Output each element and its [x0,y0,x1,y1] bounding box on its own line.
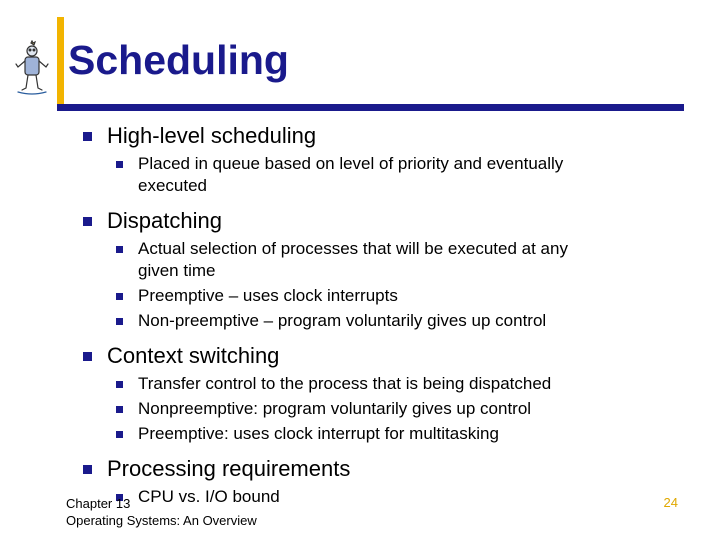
slide-body [80,121,680,508]
footer-chapter: Chapter 13 [66,496,131,511]
square-bullet-icon [116,318,123,325]
bullet-item: Actual selection of processes that will be executed at any given time [80,238,680,282]
square-bullet-icon [116,293,123,300]
bullet-item: Preemptive – uses clock interrupts [80,285,680,307]
square-bullet-icon [83,352,92,361]
section-heading: High-level scheduling [80,121,680,150]
section-heading: Processing requirements [80,454,680,483]
bullet-item: CPU vs. I/O bound [80,486,680,508]
bullet-item: Transfer control to the process that is being dispatched [80,373,680,395]
cartoon-figure-icon [14,40,50,96]
square-bullet-icon [83,132,92,141]
page-number: 24 [663,495,678,510]
square-bullet-icon [116,381,123,388]
square-bullet-icon [116,431,123,438]
slide-title: Scheduling [68,37,289,83]
bullet-item: Nonpreemptive: program voluntarily gives up control [80,398,680,420]
square-bullet-icon [83,465,92,474]
footer-book-title: Operating Systems: An Overview [66,513,257,528]
bullet-item: Non-preemptive – program voluntarily gives up control [80,310,680,332]
square-bullet-icon [116,406,123,413]
bullet-item: Placed in queue based on level of priority and eventually executed [80,153,680,197]
footer [66,495,257,529]
bullet-item: Preemptive: uses clock interrupt for multitasking [80,423,680,445]
square-bullet-icon [83,217,92,226]
section-heading: Context switching [80,341,680,370]
title-rule [57,104,684,111]
square-bullet-icon [116,246,123,253]
accent-bar [57,17,64,105]
square-bullet-icon [116,161,123,168]
section-heading: Dispatching [80,206,680,235]
